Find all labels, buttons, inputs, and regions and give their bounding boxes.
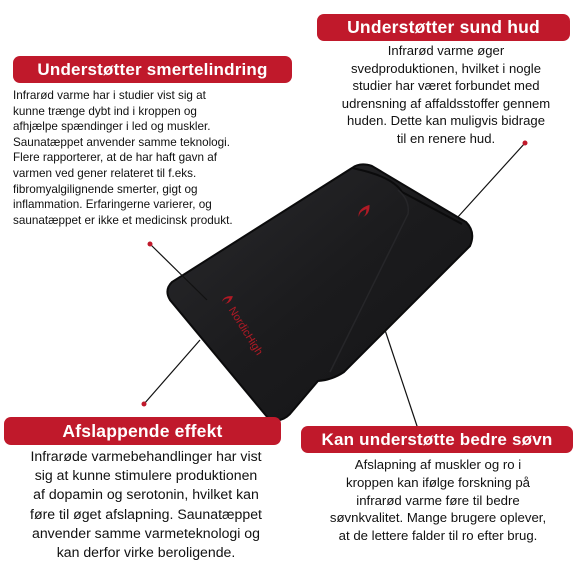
text-line: føre til øget afslapning. Saunatæppet (30, 505, 262, 522)
heading-better-sleep: Kan understøtte bedre søvn (301, 426, 573, 453)
brand-logo-text: NordicHigh (225, 304, 265, 358)
text-line: Saunatæppet anvender samme teknologi. (13, 135, 231, 149)
text-line: infrarød varme føre til bedre (356, 492, 520, 508)
connector-relax (144, 340, 200, 404)
text-better-sleep (303, 456, 573, 545)
text-line: Flere rapporterer, at de har haft gavn af (13, 151, 217, 165)
text-line: huden. Dette kan muligvis bidrage (347, 113, 545, 129)
text-line: kunne trænge dybt ind i kroppen og (13, 104, 197, 118)
text-pain-relief (13, 88, 275, 228)
text-line: at de lettere falder til ro efter brug. (338, 528, 538, 544)
connector-sleep (385, 330, 418, 429)
heading-relaxing-effect: Afslappende effekt (4, 417, 281, 445)
text-line: Infrarød varme øger (387, 43, 505, 58)
text-line: af dopamin og serotonin, hvilket kan (33, 486, 259, 503)
text-line: udrensning af affaldsstoffer gennem (341, 95, 551, 111)
text-line: Afslapning af muskler og ro i (354, 457, 522, 472)
heading-healthy-skin: Understøtter sund hud (317, 14, 570, 41)
text-line: Infrarøde varmebehandlinger har vist (30, 448, 262, 464)
text-line: til en renere hud. (396, 130, 496, 146)
connector-skin (457, 143, 525, 218)
text-line: saunatæppet er ikke et medicinsk produkt. (13, 213, 233, 227)
heading-pain-relief: Understøtter smertelindring (13, 56, 292, 83)
text-line: anvender samme varmeteknologi og (32, 524, 260, 541)
text-line: sig at kunne stimulere produktionen (34, 467, 258, 484)
text-line: svedproduktionen, hvilket i nogle (351, 60, 541, 76)
text-healthy-skin (326, 42, 566, 148)
text-line: kroppen kan ifølge forskning på (345, 474, 530, 490)
text-line: kan derfor virke beroligende. (56, 544, 236, 561)
text-line: inflammation. Erfaringerne varierer, og (13, 198, 212, 212)
text-line: varmen ved gener relateret til f.eks. (13, 166, 197, 180)
text-line: studier har været forbundet med (352, 78, 540, 94)
text-line: Infrarød varme har i studier vist sig at (13, 89, 206, 102)
text-line: søvnkvalitet. Mange brugere oplever, (329, 510, 547, 526)
text-line: afhjælpe spændinger i led og muskler. (13, 120, 211, 134)
text-relaxing-effect (3, 447, 289, 562)
text-line: fibromyalgilignende smerter, gigt og (13, 182, 198, 196)
